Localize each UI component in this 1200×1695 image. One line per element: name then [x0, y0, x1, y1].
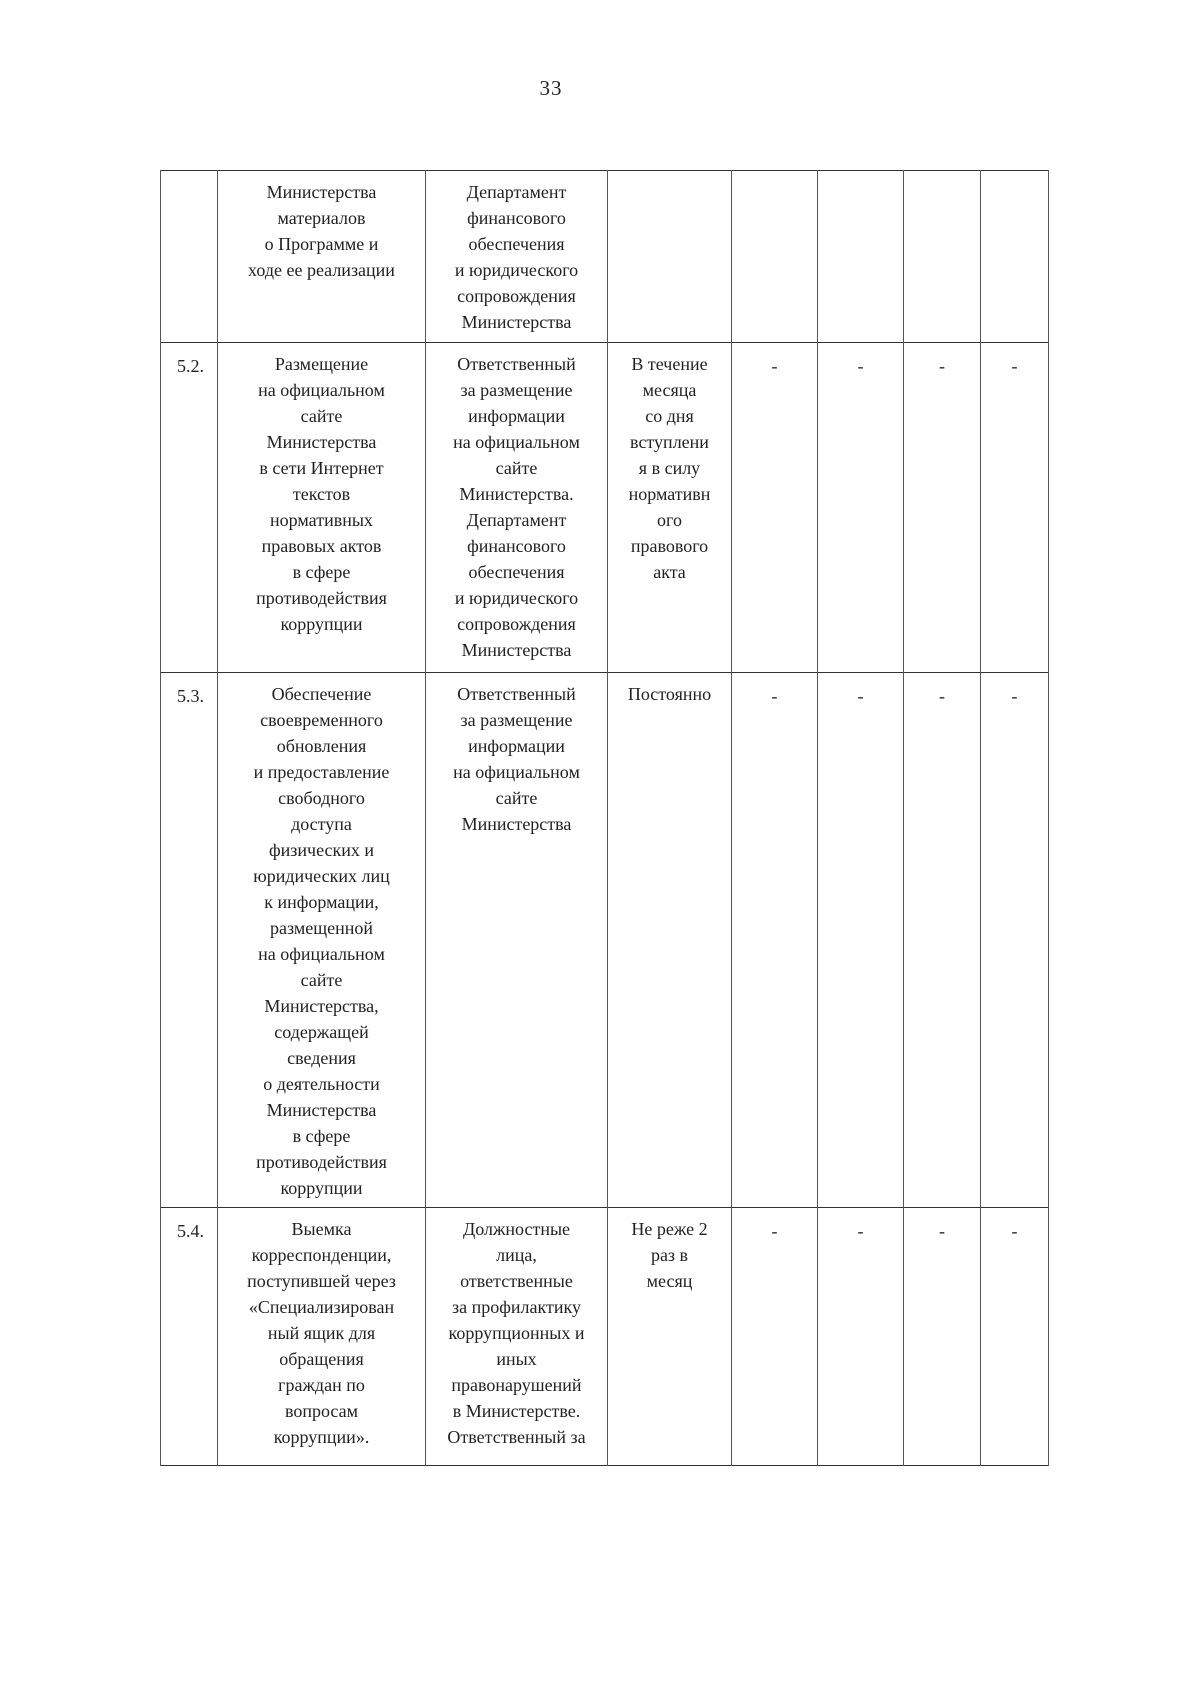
measure-name-cell [218, 171, 426, 343]
funding-cell: - [732, 673, 818, 1208]
deadline-cell [608, 343, 732, 673]
cell-text-line: обращения [279, 1349, 364, 1369]
cell-text-line: обновления [276, 736, 367, 756]
cell-text-line: юридических лиц [253, 866, 390, 886]
funding-cell: - [732, 1208, 818, 1466]
cell-text-line: в сети Интернет [259, 458, 384, 478]
cell-text-line: корреспонденции, [251, 1245, 392, 1265]
cell-text-line: Ответственный [457, 354, 576, 374]
cell-text-line: лица, [496, 1245, 537, 1265]
cell-text-line: раз в [650, 1245, 689, 1265]
cell-text-line: информации [468, 736, 565, 756]
cell-text-line: граждан по [278, 1375, 365, 1395]
cell-text-line: обеспечения [468, 234, 565, 254]
page-number: 33 [539, 76, 563, 100]
funding-cell: - [818, 673, 904, 1208]
cell-text-line: и юридического [454, 588, 579, 608]
row-number-cell [161, 171, 218, 343]
action-plan-table [160, 170, 1049, 1466]
cell-text-line: финансового [467, 536, 566, 556]
row-number-cell: 5.3. [161, 673, 218, 1208]
deadline-cell [608, 673, 732, 1208]
cell-text-line: Министерства. [459, 484, 574, 504]
cell-text-line: на официальном [258, 380, 385, 400]
cell-text-line: на официальном [453, 432, 580, 452]
cell-text-line: и юридического [454, 260, 579, 280]
cell-text-line: Ответственный за [447, 1427, 586, 1447]
funding-cell: - [818, 343, 904, 673]
cell-text-line: вступлени [630, 432, 709, 452]
table-row [161, 343, 1049, 673]
cell-text-line: обеспечения [468, 562, 565, 582]
cell-text-line: о Программе и [264, 234, 379, 254]
cell-text-line: акта [653, 562, 686, 582]
cell-text-line: ный ящик для [267, 1323, 376, 1343]
cell-text-line: вопросам [284, 1401, 359, 1421]
cell-text-line: коррупции [280, 614, 363, 634]
table-row [161, 171, 1049, 343]
cell-text-line: размещенной [270, 918, 373, 938]
cell-text-line: противодействия [256, 1152, 387, 1172]
cell-text-line: за профилактику [452, 1297, 581, 1317]
funding-cell [732, 171, 818, 343]
cell-text-line: за размещение [460, 380, 573, 400]
cell-text-line: нормативных [270, 510, 373, 530]
cell-text-line: Министерства [461, 312, 572, 332]
cell-text-line: материалов [277, 208, 366, 228]
funding-cell: - [904, 343, 981, 673]
cell-text-line: ходе ее реализации [248, 260, 395, 280]
cell-text-line: коррупционных и [448, 1323, 585, 1343]
cell-text-line: сведения [287, 1048, 356, 1068]
funding-cell: - [904, 1208, 981, 1466]
cell-text-line: Не реже 2 [631, 1219, 708, 1239]
cell-text-line: месяца [642, 380, 697, 400]
cell-text-line: доступа [291, 814, 352, 834]
cell-text-line: Должностные [462, 1219, 571, 1239]
cell-text-line: Министерства [461, 814, 572, 834]
cell-text-line: Департамент [466, 510, 567, 530]
cell-text-line: Министерства, [264, 996, 379, 1016]
cell-text-line: в Министерстве. [452, 1401, 581, 1421]
measure-name-cell [218, 343, 426, 673]
cell-text-line: Министерства [266, 182, 377, 202]
row-number-cell: 5.4. [161, 1208, 218, 1466]
cell-text-line: нормативн [628, 484, 711, 504]
funding-cell: - [904, 673, 981, 1208]
cell-text-line: ого [657, 510, 682, 530]
cell-text-line: в сфере [292, 1126, 351, 1146]
funding-cell [981, 171, 1049, 343]
cell-text-line: сайте [495, 458, 538, 478]
deadline-cell [608, 171, 732, 343]
cell-text-line: сайте [300, 406, 343, 426]
cell-text-line: о деятельности [263, 1074, 380, 1094]
cell-text-line: информации [468, 406, 565, 426]
cell-text-line: на официальном [258, 944, 385, 964]
responsible-cell [426, 343, 608, 673]
table-row [161, 673, 1049, 1208]
cell-text-line: иных [496, 1349, 537, 1369]
cell-text-line: Министерства [461, 640, 572, 660]
row-number-cell: 5.2. [161, 343, 218, 673]
responsible-cell [426, 1208, 608, 1466]
funding-cell: - [818, 1208, 904, 1466]
funding-cell: - [732, 343, 818, 673]
cell-text-line: поступившей через [247, 1271, 396, 1291]
funding-cell: - [981, 673, 1049, 1208]
funding-cell: - [981, 343, 1049, 673]
cell-text-line: правонарушений [451, 1375, 582, 1395]
cell-text-line: текстов [292, 484, 351, 504]
funding-cell [818, 171, 904, 343]
deadline-cell [608, 1208, 732, 1466]
cell-text-line: коррупции [280, 1178, 363, 1198]
cell-text-line: сайте [300, 970, 343, 990]
cell-text-line: противодействия [256, 588, 387, 608]
funding-cell [904, 171, 981, 343]
cell-text-line: В течение [631, 354, 708, 374]
cell-text-line: сопровождения [457, 286, 576, 306]
cell-text-line: Размещение [274, 354, 369, 374]
cell-text-line: своевременного [260, 710, 383, 730]
cell-text-line: со дня [645, 406, 694, 426]
cell-text-line: Министерства [266, 1100, 377, 1120]
cell-text-line: содержащей [274, 1022, 369, 1042]
responsible-cell [426, 171, 608, 343]
funding-cell: - [981, 1208, 1049, 1466]
cell-text-line: месяц [646, 1271, 693, 1291]
measure-name-cell [218, 1208, 426, 1466]
cell-text-line: ответственные [460, 1271, 573, 1291]
cell-text-line: к информации, [264, 892, 379, 912]
cell-text-line: свободного [278, 788, 365, 808]
cell-text-line: финансового [467, 208, 566, 228]
cell-text-line: коррупции». [273, 1427, 370, 1447]
cell-text-line: физических и [268, 840, 375, 860]
cell-text-line: правового [630, 536, 709, 556]
cell-text-line: Постоянно [627, 684, 712, 704]
cell-text-line: Выемка [291, 1219, 352, 1239]
responsible-cell [426, 673, 608, 1208]
measure-name-cell [218, 673, 426, 1208]
cell-text-line: сопровождения [457, 614, 576, 634]
cell-text-line: я в силу [638, 458, 701, 478]
cell-text-line: в сфере [292, 562, 351, 582]
cell-text-line: сайте [495, 788, 538, 808]
cell-text-line: Обеспечение [271, 684, 372, 704]
cell-text-line: «Специализирован [248, 1297, 395, 1317]
cell-text-line: Министерства [266, 432, 377, 452]
cell-text-line: и предоставление [253, 762, 390, 782]
cell-text-line: Департамент [466, 182, 567, 202]
cell-text-line: на официальном [453, 762, 580, 782]
cell-text-line: за размещение [460, 710, 573, 730]
table-row [161, 1208, 1049, 1466]
cell-text-line: Ответственный [457, 684, 576, 704]
cell-text-line: правовых актов [261, 536, 382, 556]
